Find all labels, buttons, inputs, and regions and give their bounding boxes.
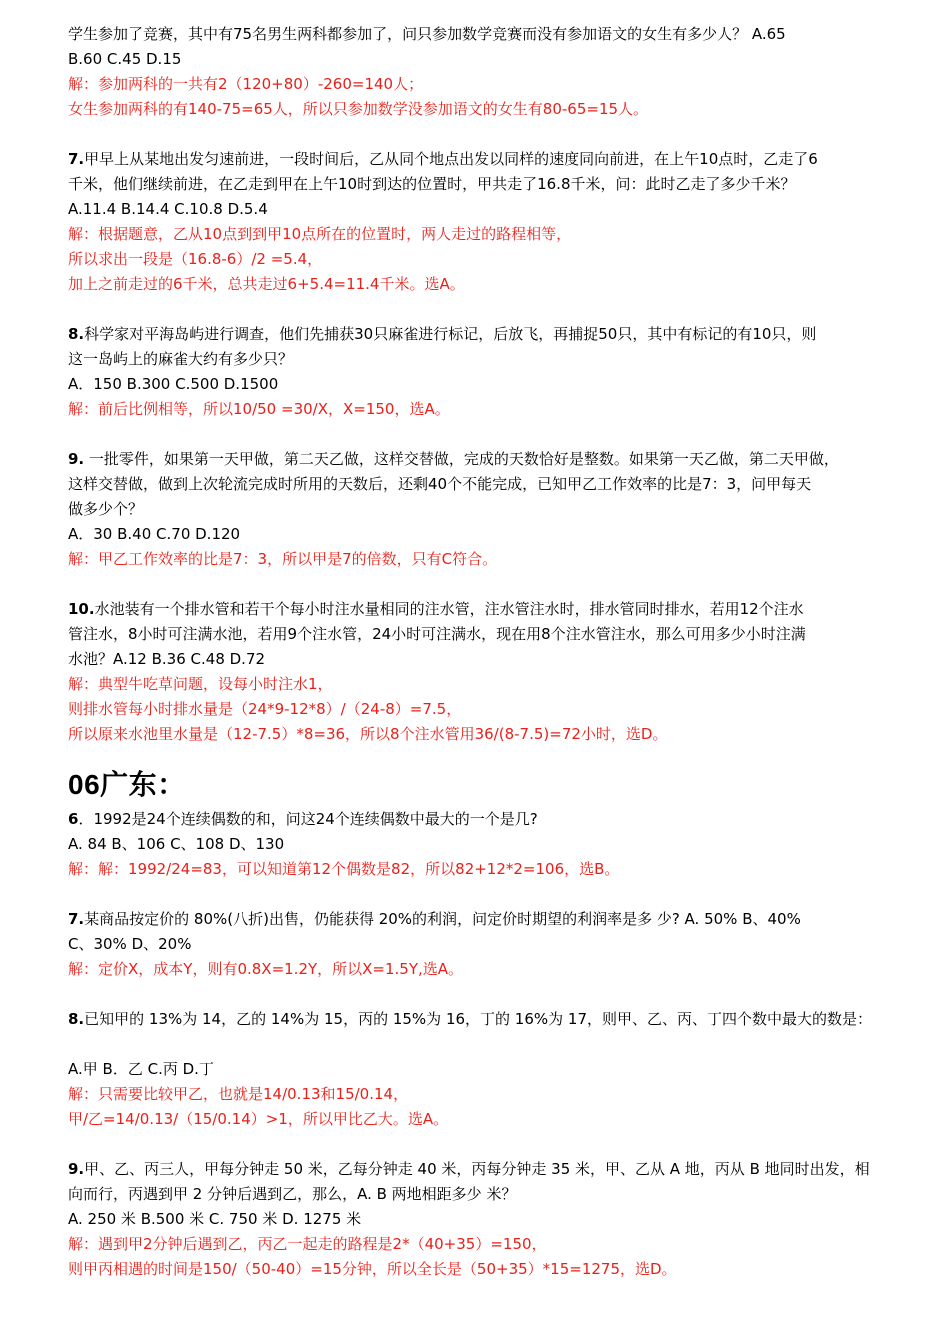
solution-line: 所以原来水池里水量是（12-7.5）*8=36，所以8个注水管用36/(8-7.5)=72小时，选D。 (68, 725, 668, 743)
solution-line: 解：根据题意，乙从10点到到甲10点所在的位置时，两人走过的路程相等， (68, 225, 572, 243)
question-6-text: 6．1992是24个连续偶数的和，问这24个连续偶数中最大的一个是几? (68, 810, 538, 828)
question-number: 9. (68, 1160, 85, 1178)
question-number: 9. (68, 450, 85, 468)
solution-line: 解：甲乙工作效率的比是7：3，所以甲是7的倍数，只有C符合。 (68, 550, 498, 568)
question-number: 7. (68, 910, 85, 928)
question-options: B.60 C.45 D.15 (68, 50, 182, 68)
section-heading: 06广东： (68, 769, 186, 800)
question-text: 做多少个？ (68, 500, 144, 518)
question-text: 学生参加了竞赛，其中有75名男生两科都参加了，问只参加数学竞赛而没有参加语文的女生有多少人？ A.65 (68, 25, 786, 43)
question-text: 这一岛屿上的麻雀大约有多少只？ (68, 350, 294, 368)
question-7-text: 7.甲早上从某地出发匀速前进，一段时间后，乙从同个地点出发以同样的速度同向前进，在上午10点时，乙走了6 (68, 150, 818, 168)
question-options: A. 250 米 B.500 米 C. 750 米 D. 1275 米 (68, 1210, 362, 1228)
question-number: 8. (68, 325, 85, 343)
solution-line: 解：遇到甲2分钟后遇到乙，丙乙一起走的路程是2*（40+35）=150， (68, 1235, 547, 1253)
solution-line: 解：参加两科的一共有2（120+80）-260=140人； (68, 75, 424, 93)
question-8-text: 8.科学家对平海岛屿进行调查，他们先捕获30只麻雀进行标记，后放飞，再捕捉50只，其中有标记的有10只，则 (68, 325, 817, 343)
question-text: 向而行，丙遇到甲 2 分钟后遇到乙，那么，A. B 两地相距多少 米？ (68, 1185, 517, 1203)
question-10-text: 10.水池装有一个排水管和若干个每小时注水量相同的注水管，注水管注水时，排水管同时排水，若用12个注水 (68, 600, 804, 618)
question-options: A.甲 B．乙 C.丙 D.丁 (68, 1060, 214, 1078)
solution-line: 甲/乙=14/0.13/（15/0.14）>1，所以甲比乙大。选A。 (68, 1110, 449, 1128)
question-options: A. 84 B、106 C、108 D、130 (68, 835, 285, 853)
question-number: 10. (68, 600, 95, 618)
solution-line: 则甲丙相遇的时间是150/（50-40）=15分钟，所以全长是（50+35）*15=1275，选D。 (68, 1260, 677, 1278)
question-7-text: 7.某商品按定价的 80%(八折)出售，仍能获得 20%的利润，问定价时期望的利润率是多 少? A. 50% B、40% (68, 910, 801, 928)
solution-line: 加上之前走过的6千米，总共走过6+5.4=11.4千米。选A。 (68, 275, 465, 293)
solution-line: 所以求出一段是（16.8-6）/2 =5.4， (68, 250, 323, 268)
solution-line: 解：前后比例相等，所以10/50 =30/X，X=150，选A。 (68, 400, 450, 418)
solution-line: 解：解：1992/24=83，可以知道第12个偶数是82，所以82+12*2=106，选B。 (68, 860, 620, 878)
question-options: A．30 B.40 C.70 D.120 (68, 525, 241, 543)
question-9-text: 9.甲、乙、丙三人，甲每分钟走 50 米，乙每分钟走 40 米，丙每分钟走 35 米，甲、乙从 A 地，丙从 B 地同时出发，相 (68, 1160, 870, 1178)
question-text: 管注水，8小时可注满水池，若用9个注水管，24小时可注满水，现在用8个注水管注水，那么可用多少小时注满 (68, 625, 806, 643)
document-page (68, 22, 888, 1282)
question-8-text: 8.已知甲的 13%为 14，乙的 14%为 15，丙的 15%为 16，丁的 16%为 17，则甲、乙、丙、丁四个数中最大的数是： (68, 1010, 872, 1028)
question-options: A.11.4 B.14.4 C.10.8 D.5.4 (68, 200, 268, 218)
solution-line: 则排水管每小时排水量是（24*9-12*8）/（24-8）=7.5， (68, 700, 462, 718)
solution-line: 解：典型牛吃草问题，设每小时注水1， (68, 675, 333, 693)
question-text: 这样交替做，做到上次轮流完成时所用的天数后，还剩40个不能完成，已知甲乙工作效率的比是7：3，问甲每天 (68, 475, 812, 493)
question-number: 7. (68, 150, 85, 168)
solution-line: 女生参加两科的有140-75=65人，所以只参加数学没参加语文的女生有80-65=15人。 (68, 100, 649, 118)
question-number: 8. (68, 1010, 85, 1028)
question-9-text: 9. 一批零件，如果第一天甲做，第二天乙做，这样交替做，完成的天数恰好是整数。如果第一天乙做，第二天甲做， (68, 450, 839, 468)
question-text: 水池？A.12 B.36 C.48 D.72 (68, 650, 266, 668)
question-number: 6 (68, 810, 79, 828)
question-options: A．150 B.300 C.500 D.1500 (68, 375, 279, 393)
solution-line: 解：定价X，成本Y，则有0.8X=1.2Y，所以X=1.5Y,选A。 (68, 960, 464, 978)
solution-line: 解：只需要比较甲乙，也就是14/0.13和15/0.14， (68, 1085, 409, 1103)
question-options: C、30% D、20% (68, 935, 192, 953)
question-text: 千米，他们继续前进，在乙走到甲在上午10时到达的位置时，甲共走了16.8千米，问：此时乙走了多少千米？ (68, 175, 796, 193)
